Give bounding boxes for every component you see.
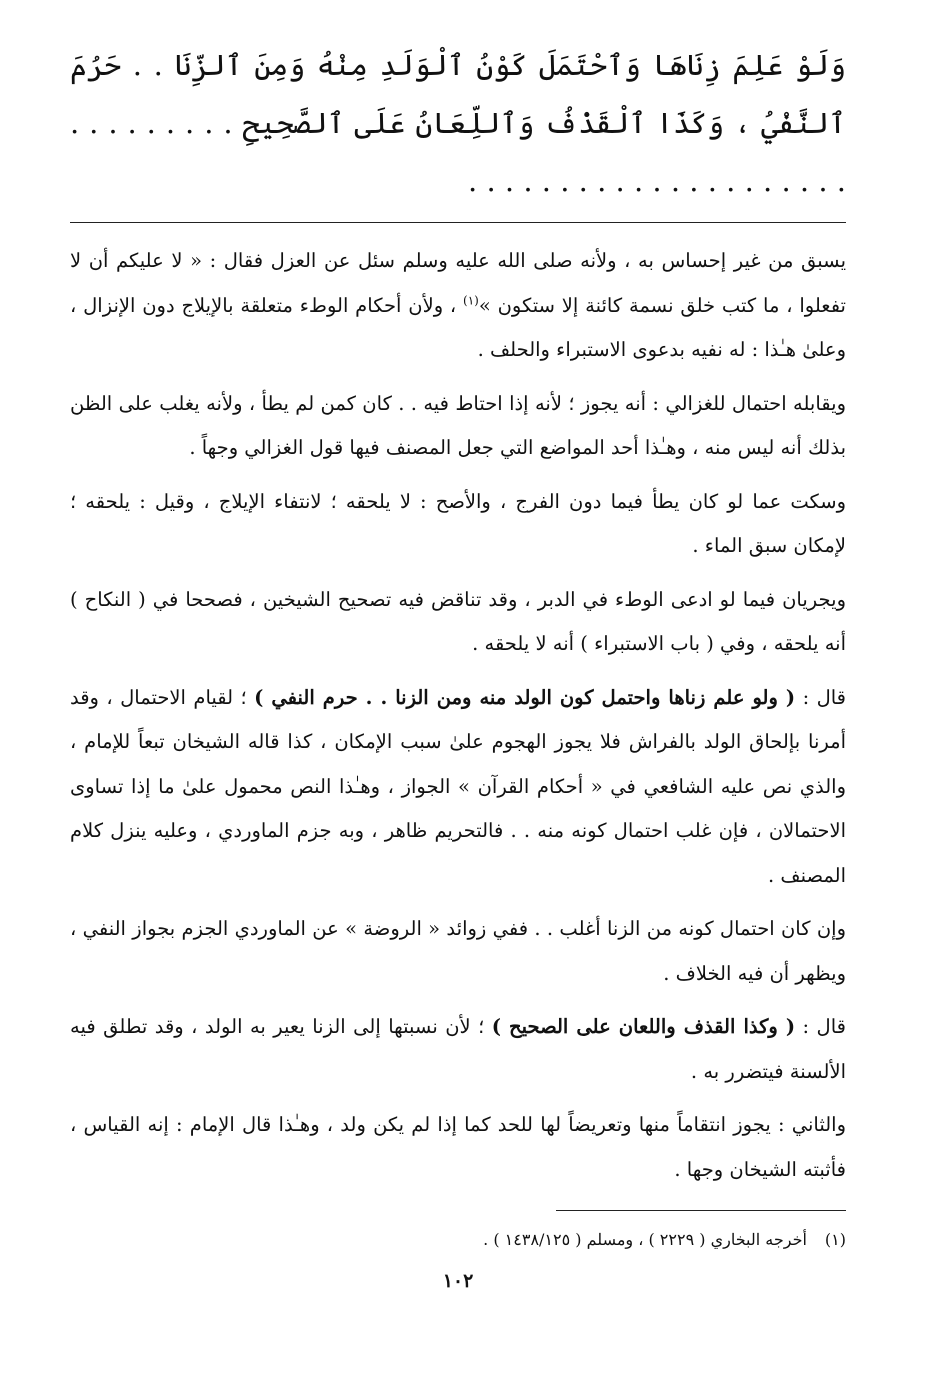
matn-quote: ( ولو علم زناها واحتمل كون الولد منه ومن الزنا . . حرم النفي ) — [254, 685, 796, 709]
commentary-paragraph: والثاني : يجوز انتقاماً منها وتعريضاً لها للحد كما إذا لم يكن ولد ، وهـٰذا قال الإمام : إنه القياس ، فأثبته الشيخان وجها . — [70, 1113, 846, 1181]
commentary — [70, 239, 846, 1192]
qala-lead: قال : — [795, 685, 846, 709]
commentary-paragraph: ويقابله احتمال للغزالي : أنه يجوز ؛ لأنه إذا احتاط فيه . . كان كمن لم يطأ ، ولأنه يغلب على الظن بذلك أنه ليس منه ، وهـٰذا أحد المواضع التي جعل المصنف فيها قول الغزالي وجهاً . — [70, 391, 846, 459]
book-page — [70, 36, 846, 1356]
footnote-ref[interactable]: (١) — [463, 293, 479, 307]
matn-dots: . . . . . . . . . . . . . . . . . . . . . . . . . . . . . . — [70, 106, 846, 198]
qala-lead: قال : — [795, 1015, 846, 1038]
commentary-paragraph: وإن كان احتمال كونه من الزنا أغلب . . ففي زوائد « الروضة » عن الماوردي الجزم بجواز النفي ، ويظهر أن فيه الخلاف . — [70, 917, 846, 985]
matn-quote: ( وكذا القذف واللعان على الصحيح ) — [491, 1015, 796, 1038]
footnote-number: (١) — [824, 1230, 846, 1249]
commentary-paragraph: قال : ( وكذا القذف واللعان على الصحيح ) ؛ لأن نسبتها إلى الزنا يعير به الولد ، وقد تطلق فيه الألسنة فيتضرر به . — [70, 1015, 846, 1083]
footnote — [70, 1225, 846, 1255]
commentary-paragraph: قال : ( ولو علم زناها واحتمل كون الولد منه ومن الزنا . . حرم النفي ) ؛ لقيام الاحتمال ، وقد أمرنا بإلحاق الولد بالفراش فلا يجوز الهجوم علىٰ سبب الإمكان ، كذا قاله الشيخان تبعاً للإمام ، والذي نص عليه الشافعي في « أحكام القرآن » الجواز ، وهـٰذا النص محمول علىٰ ما إذا تساوى الاحتمالان ، فإن غلب احتمال كونه منه . . فالتحريم ظاهر ، وبه جزم الماوردي ، وعليه ينزل كلام المصنف . — [70, 685, 846, 887]
commentary-paragraph: وسكت عما لو كان يطأ فيما دون الفرج ، والأصح : لا يلحقه ؛ لانتفاء الإيلاج ، وقيل : يلحقه ؛ لإمكان سبق الماء . — [70, 489, 846, 557]
matn-text — [70, 36, 846, 210]
footnote-text: أخرجه البخاري ( ٢٢٢٩ ) ، ومسلم ( ١٤٣٨/١٢٥ ) . — [483, 1230, 807, 1249]
commentary-paragraph: يسبق من غير إحساس به ، ولأنه صلى الله عليه وسلم سئل عن العزل فقال : « لا عليكم أن لا تفعلوا ، ما كتب خلق نسمة كائنة إلا ستكون »$^{(١)}$ ، ولأن أحكام الوطء متعلقة بالإيلاج دون الإنزال ، وعلىٰ هـٰذا : له نفيه بدعوى الاستبراء والحلف . — [70, 249, 846, 361]
page-number: ١٠٢ — [442, 1270, 474, 1292]
footnote-separator-rule — [556, 1210, 846, 1211]
matn-verse: وَلَوْ عَلِمَ زِنَاهَا وَٱحْتَمَلَ كَوْنُ ٱلْوَلَدِ مِنْهُ وَمِنَ ٱلزِّنَا . . حَرُمَ ٱلنَّفْيُ ، وَكَذَا ٱلْقَذْفُ وَٱللِّعَانُ عَلَى ٱلصَّحِيحِ — [70, 48, 846, 140]
commentary-paragraph: ويجريان فيما لو ادعى الوطء في الدبر ، وقد تناقض فيه تصحيح الشيخين ، فصححا في ( النكاح ) أنه يلحقه ، وفي ( باب الاستبراء ) أنه لا يلحقه . — [70, 587, 846, 655]
matn-separator-rule — [70, 222, 846, 223]
